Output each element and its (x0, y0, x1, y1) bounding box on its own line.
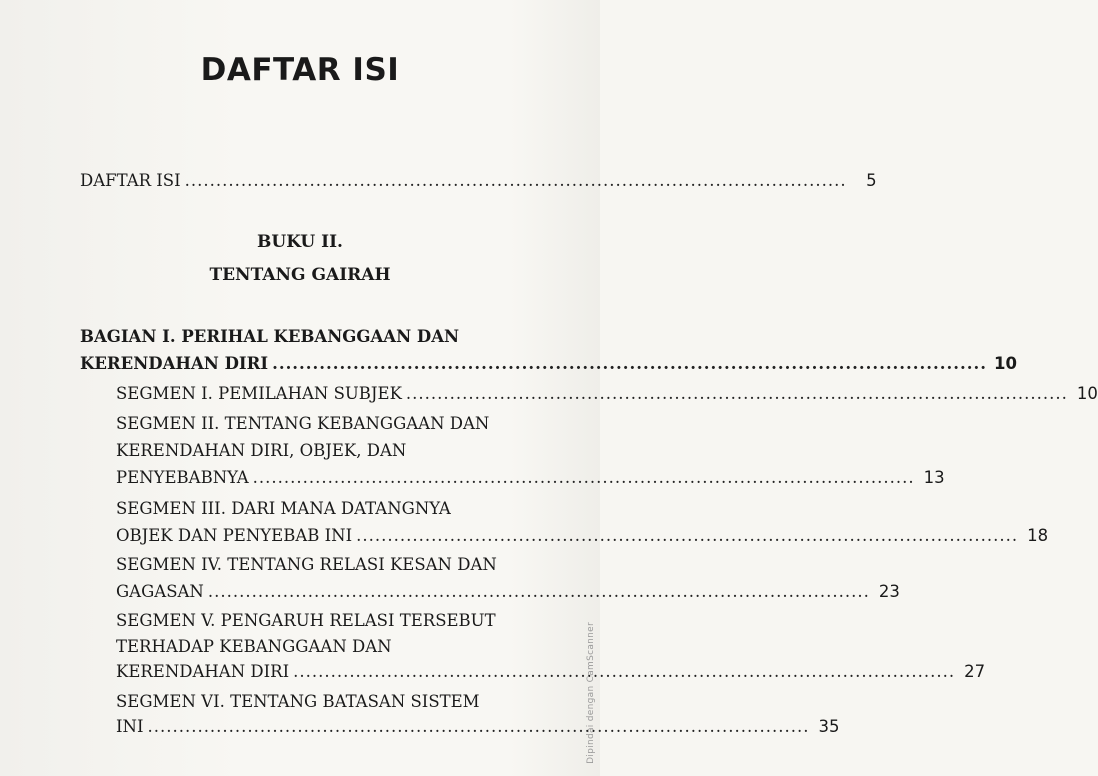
page-title: DAFTAR ISI (200, 52, 400, 88)
dot-leader: .......................................................................................................... (405, 384, 1068, 403)
segment-5-line1: SEGMEN V. PENGARUH RELASI TERSEBUT (116, 611, 496, 630)
toc-page-number: 18 (1027, 526, 1049, 545)
part-title-line1: BAGIAN I. PERIHAL KEBANGGAAN DAN (80, 327, 460, 346)
scanner-watermark: Dipindai dengan CamScanner (586, 622, 596, 764)
toc-page-number: 35 (818, 717, 840, 736)
toc-page-number: 10 (994, 354, 1017, 373)
segment-5-line2: TERHADAP KEBANGGAAN DAN (116, 637, 392, 656)
segment-3-line1: SEGMEN III. DARI MANA DATANGNYA (116, 499, 451, 518)
toc-entry-segment-4[interactable] (116, 582, 900, 601)
toc-entry-label: INI (116, 717, 144, 736)
toc-page-number: 10 (1076, 384, 1098, 403)
dot-leader: .......................................................................................................... (207, 582, 870, 601)
toc-page-number: 23 (878, 582, 900, 601)
toc-entry-segment-1[interactable] (116, 384, 1098, 403)
dot-leader: .......................................................................................................... (147, 717, 810, 736)
toc-page-number: 13 (923, 468, 945, 487)
toc-entry-label: PENYEBABNYA (116, 468, 249, 487)
toc-page-number: 27 (964, 662, 986, 681)
toc-entry-segment-2[interactable] (116, 468, 945, 487)
book-heading: BUKU II. (257, 232, 343, 252)
toc-entry-label: DAFTAR ISI (80, 171, 181, 190)
toc-entry-part-1[interactable] (80, 354, 1017, 373)
segment-2-line1: SEGMEN II. TENTANG KEBANGGAAN DAN (116, 414, 490, 433)
dot-leader: .......................................................................................................... (184, 171, 847, 190)
toc-entry-segment-5[interactable] (116, 662, 986, 681)
toc-entry-label: KERENDAHAN DIRI (80, 354, 269, 373)
toc-entry-daftar-isi[interactable] (80, 171, 877, 190)
toc-entry-label: OBJEK DAN PENYEBAB INI (116, 526, 353, 545)
segment-4-line1: SEGMEN IV. TENTANG RELASI KESAN DAN (116, 555, 497, 574)
toc-entry-label: KERENDAHAN DIRI (116, 662, 290, 681)
book-subheading: TENTANG GAIRAH (209, 265, 391, 285)
toc-entry-segment-6[interactable] (116, 717, 840, 736)
toc-entry-label: GAGASAN (116, 582, 204, 601)
segment-2-line2: KERENDAHAN DIRI, OBJEK, DAN (116, 441, 407, 460)
toc-entry-label: SEGMEN I. PEMILAHAN SUBJEK (116, 384, 402, 403)
dot-leader: .......................................................................................................... (293, 662, 956, 681)
toc-page-number: 5 (866, 171, 877, 190)
segment-6-line1: SEGMEN VI. TENTANG BATASAN SISTEM (116, 692, 480, 711)
dot-leader: .......................................................................................................... (272, 354, 987, 373)
dot-leader: .......................................................................................................... (252, 468, 915, 487)
dot-leader: .......................................................................................................... (356, 526, 1019, 545)
toc-entry-segment-3[interactable] (116, 526, 1049, 545)
